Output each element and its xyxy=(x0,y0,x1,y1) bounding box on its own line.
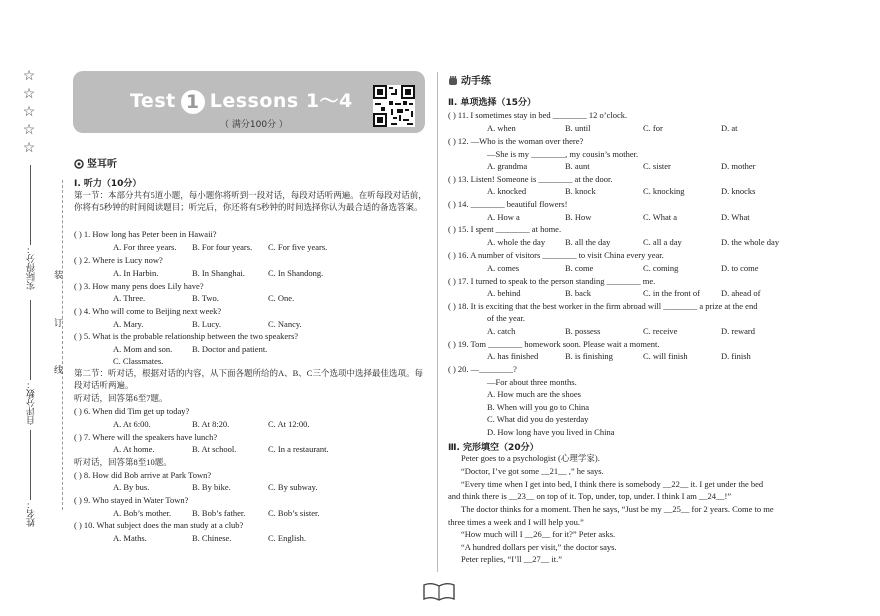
option: C. What did you do yesterday xyxy=(487,414,589,424)
cut-char: 订 xyxy=(53,318,63,327)
option: A. By bus. xyxy=(113,482,150,492)
score-line xyxy=(30,165,31,245)
option: B. is finishing xyxy=(565,351,613,361)
question-12: ( ) 12. —Who is the woman over there? xyxy=(448,136,584,146)
option: B. until xyxy=(565,123,591,133)
option: C. Classmates. xyxy=(113,356,164,366)
option: D. knocks xyxy=(721,186,756,196)
option: C. By subway. xyxy=(268,482,318,492)
score-label: 实际得分： xyxy=(26,245,36,290)
option: B. Doctor and patient. xyxy=(192,344,268,354)
part2-intro: 第二节：听对话，根据对话的内容，从下面各题所给的A、B、C三个选项中选择最佳选项。每段对话听两遍。 xyxy=(74,368,423,390)
option: B. When will you go to China xyxy=(487,402,590,412)
question-20: ( ) 20. —________? xyxy=(448,364,517,374)
option: C. in the front of xyxy=(643,288,700,298)
option: B. Bob’s father. xyxy=(192,508,246,518)
option: B. Chinese. xyxy=(192,533,232,543)
option: A. Mom and son. xyxy=(113,344,173,354)
option: A. when xyxy=(487,123,516,133)
question-2: ( ) 2. Where is Lucy now? xyxy=(74,255,163,265)
option: C. Bob’s sister. xyxy=(268,508,320,518)
option: C. For five years. xyxy=(268,242,328,252)
cloze-line: three times a week and I will help you.” xyxy=(448,517,584,527)
ear-icon xyxy=(74,159,84,169)
option: A. Bob’s mother. xyxy=(113,508,172,518)
question-11: ( ) 11. I sometimes stay in bed ________ 12 o’clock. xyxy=(448,110,628,120)
part2-sub1: 听对话，回答第6至7题。 xyxy=(74,393,168,403)
cloze-line: Peter goes to a psychologist (心理学家). xyxy=(461,453,600,463)
option: D. reward xyxy=(721,326,755,336)
cut-char: 线 xyxy=(53,365,63,374)
name-label: 姓名： xyxy=(26,500,36,527)
hand-icon xyxy=(448,76,458,86)
option: D. at xyxy=(721,123,738,133)
question-9: ( ) 9. Who stayed in Water Town? xyxy=(74,495,189,505)
name-line xyxy=(30,430,31,500)
option: A. comes xyxy=(487,263,520,273)
option: D. How long have you lived in China xyxy=(487,427,615,437)
cloze-line: “A hundred dollars per visit,” the doctor says. xyxy=(461,542,617,552)
star-icon: ☆ xyxy=(22,69,36,84)
cloze-line: Peter replies, “I’ll __27__ it.” xyxy=(461,554,563,564)
star-icon: ☆ xyxy=(22,105,36,120)
option: B. How xyxy=(565,212,592,222)
option: D. ahead of xyxy=(721,288,761,298)
cloze-line: “Every time when I get into bed, I think there is somebody __22__ it. I get under the bed xyxy=(461,479,764,489)
option: C. In a restaurant. xyxy=(268,444,329,454)
test-number: 1 xyxy=(181,90,205,114)
part1-title: Ⅰ. 听力（10分） xyxy=(74,179,142,189)
section-practice-heading xyxy=(448,72,491,87)
self-score-line xyxy=(30,300,31,380)
section-listen-heading xyxy=(74,155,117,170)
column-separator xyxy=(437,72,438,572)
option: C. What a xyxy=(643,212,678,222)
cloze-line: “How much will I __26__ for it?” Peter asks. xyxy=(461,529,616,539)
option: B. In Shanghai. xyxy=(192,268,245,278)
part1-intro: 第一节：本部分共有5道小题，每小题你将听到一段对话，每段对话听两遍。在听每段对话前，你将有5秒钟的时间阅读题目；听完后，你还将有5秒钟的时间选择你认为最合适的备选答案。 xyxy=(74,190,427,212)
option: A. Three. xyxy=(113,293,146,303)
option: B. Two. xyxy=(192,293,219,303)
question-17: ( ) 17. I turned to speak to the person standing ________ me. xyxy=(448,276,656,286)
part3-title: Ⅲ. 完形填空（20分） xyxy=(448,443,539,453)
question-6: ( ) 6. When did Tim get up today? xyxy=(74,406,190,416)
question-1: ( ) 1. How long has Peter been in Hawaii? xyxy=(74,229,217,239)
option: B. all the day xyxy=(565,237,611,247)
cut-char: 装 xyxy=(53,270,63,279)
option: A. behind xyxy=(487,288,521,298)
option: B. By bike. xyxy=(192,482,231,492)
option: C. will finish xyxy=(643,351,688,361)
question-7: ( ) 7. Where will the speakers have lunch? xyxy=(74,432,218,442)
option: A. grandma xyxy=(487,161,528,171)
option: B. knock xyxy=(565,186,596,196)
part2-sub2: 听对话，回答第8至10题。 xyxy=(74,457,172,467)
option: A. How much are the shoes xyxy=(487,389,581,399)
test-title xyxy=(130,86,353,114)
option: A. At 6:00. xyxy=(113,419,151,429)
option: D. What xyxy=(721,212,750,222)
book-icon xyxy=(422,580,456,602)
option: C. In Shandong. xyxy=(268,268,324,278)
option: C. sister xyxy=(643,161,671,171)
option: A. catch xyxy=(487,326,516,336)
option: C. One. xyxy=(268,293,295,303)
option: B. For four years. xyxy=(192,242,253,252)
option: C. receive xyxy=(643,326,678,336)
option: A. whole the day xyxy=(487,237,546,247)
question-4: ( ) 4. Who will come to Beijing next week? xyxy=(74,306,222,316)
option: D. to come xyxy=(721,263,759,273)
section-listen-label: 竖耳听 xyxy=(87,159,117,170)
option: A. How a xyxy=(487,212,520,222)
option: B. possess xyxy=(565,326,601,336)
option: A. Mary. xyxy=(113,319,144,329)
star-icon: ☆ xyxy=(22,123,36,138)
option: A. For three years. xyxy=(113,242,177,252)
option: C. Nancy. xyxy=(268,319,302,329)
option: A. In Harbin. xyxy=(113,268,159,278)
question-14: ( ) 14. ________ beautiful flowers! xyxy=(448,199,568,209)
question-10: ( ) 10. What subject does the man study at a club? xyxy=(74,520,244,530)
star-icon: ☆ xyxy=(22,87,36,102)
question-13: ( ) 13. Listen! Someone is ________ at the door. xyxy=(448,174,613,184)
option: A. knocked xyxy=(487,186,527,196)
full-score: （ 满分100分 ） xyxy=(220,120,288,130)
star-icon: ☆ xyxy=(22,141,36,156)
rating-stars xyxy=(20,68,38,158)
option: B. come xyxy=(565,263,594,273)
question-20-line: —For about three months. xyxy=(487,377,577,387)
question-18: ( ) 18. It is exciting that the best worker in the firm abroad will ________ a prize at the end xyxy=(448,301,758,311)
qr-code-icon xyxy=(373,85,415,127)
option: B. aunt xyxy=(565,161,590,171)
question-8: ( ) 8. How did Bob arrive at Park Town? xyxy=(74,470,212,480)
option: D. the whole day xyxy=(721,237,780,247)
question-19: ( ) 19. Tom ________ homework soon. Please wait a moment. xyxy=(448,339,660,349)
cloze-line: and think there is __23__ on top of it. Top, under, top, under. I think I am __24__!” xyxy=(448,491,732,501)
option: A. At home. xyxy=(113,444,155,454)
lessons-range: Lessons 1～4 xyxy=(209,90,353,112)
option: D. finish xyxy=(721,351,751,361)
cloze-line: “Doctor, I’ve got some __21__ ,” he says. xyxy=(461,466,604,476)
option: C. all a day xyxy=(643,237,682,247)
option: C. knocking xyxy=(643,186,685,196)
self-score-label: 自评分数： xyxy=(26,380,36,425)
section-practice-label: 动手练 xyxy=(461,76,491,87)
option: C. English. xyxy=(268,533,307,543)
option: C. for xyxy=(643,123,663,133)
question-5: ( ) 5. What is the probable relationship between the two speakers? xyxy=(74,331,299,341)
cut-line xyxy=(62,180,63,510)
option: B. At 8:20. xyxy=(192,419,230,429)
option: C. At 12:00. xyxy=(268,419,310,429)
cloze-line: The doctor thinks for a moment. Then he says, “Just be my __25__ for 2 years. Come to me xyxy=(461,504,774,514)
option: A. Maths. xyxy=(113,533,147,543)
option: B. At school. xyxy=(192,444,237,454)
option: B. back xyxy=(565,288,591,298)
option: D. mother xyxy=(721,161,756,171)
option: B. Lucy. xyxy=(192,319,221,329)
question-16: ( ) 16. A number of visitors ________ to visit China every year. xyxy=(448,250,664,260)
question-12-line2: —She is my ________, my cousin’s mother. xyxy=(487,149,639,159)
question-15: ( ) 15. I spent ________ at home. xyxy=(448,224,562,234)
question-18-line2: of the year. xyxy=(487,313,525,323)
question-3: ( ) 3. How many pens does Lily have? xyxy=(74,281,204,291)
test-word: Test xyxy=(130,90,176,112)
part2-title: Ⅱ. 单项选择（15分） xyxy=(448,98,537,108)
option: A. has finished xyxy=(487,351,539,361)
option: C. coming xyxy=(643,263,679,273)
